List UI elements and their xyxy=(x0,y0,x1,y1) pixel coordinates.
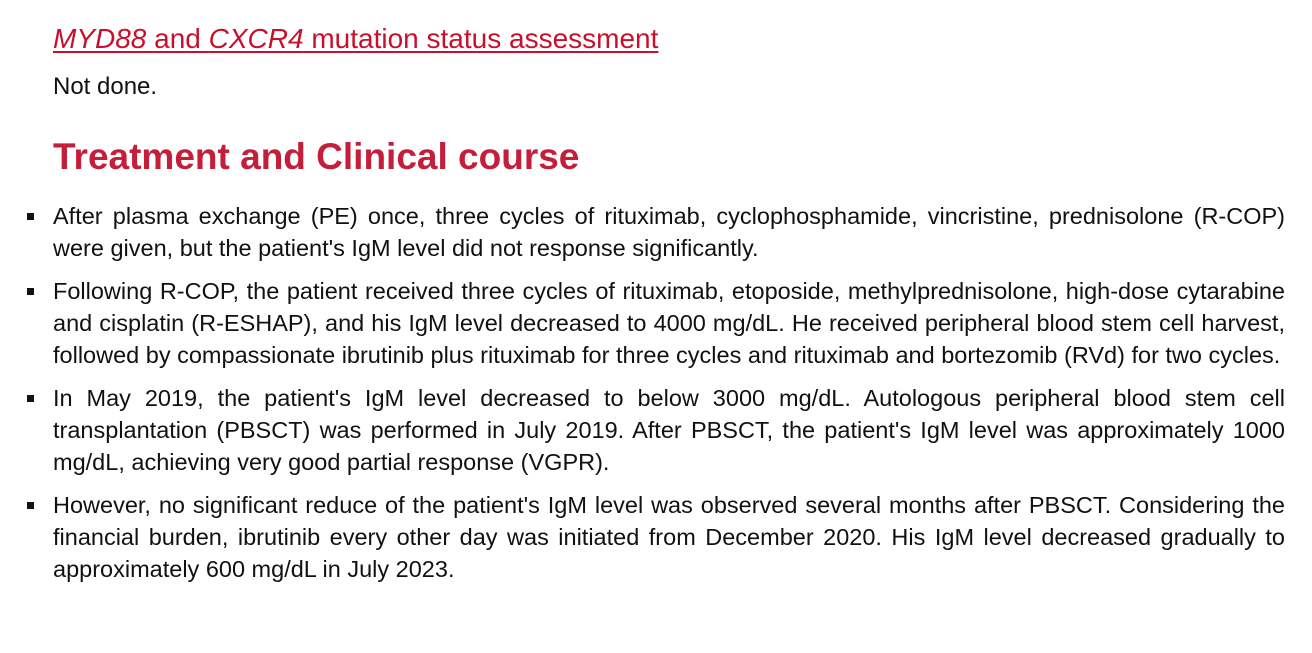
treatment-bullet-list xyxy=(0,200,1312,596)
heading-connector: and xyxy=(146,23,209,54)
list-item xyxy=(0,200,1285,264)
section-title: Treatment and Clinical course xyxy=(53,136,580,177)
square-bullet-icon xyxy=(27,395,34,402)
list-item xyxy=(0,275,1285,371)
square-bullet-icon xyxy=(27,213,34,220)
gene-name-myd88: MYD88 xyxy=(53,23,147,54)
gene-name-cxcr4: CXCR4 xyxy=(208,23,304,54)
bullet-text: However, no significant reduce of the patient's IgM level was observed several months after PBSCT. Considering the financial burden, ibrutinib every other day was initiated from December 2020. His IgM level decreased gradually to approximately 600 mg/dL in July 2023. xyxy=(53,492,1285,582)
mutation-status-text: Not done. xyxy=(53,73,158,100)
bullet-text: Following R-COP, the patient received three cycles of rituximab, etoposide, methylprednisolone, high-dose cytarabine and cisplatin (R-ESHAP), and his IgM level decreased to 4000 mg/dL. He received peripheral blood stem cell harvest, followed by compassionate ibrutinib plus rituximab for three cycles and rituximab and bortezomib (RVd) for two cycles. xyxy=(53,278,1285,368)
square-bullet-icon xyxy=(27,288,34,295)
mutation-status-link[interactable] xyxy=(53,20,658,58)
list-item xyxy=(0,489,1285,585)
bullet-text: In May 2019, the patient's IgM level decreased to below 3000 mg/dL. Autologous peripheral blood stem cell transplantation (PBSCT) was performed in July 2019. After PBSCT, the patient's IgM level was approximately 1000 mg/dL, achieving very good partial response (VGPR). xyxy=(53,385,1285,475)
square-bullet-icon xyxy=(27,502,34,509)
bullet-text: After plasma exchange (PE) once, three cycles of rituximab, cyclophosphamide, vincristine, prednisolone (R-COP) were given, but the patient's IgM level did not response significantly. xyxy=(53,203,1285,261)
heading-rest: mutation status assessment xyxy=(303,23,659,54)
list-item xyxy=(0,382,1285,478)
